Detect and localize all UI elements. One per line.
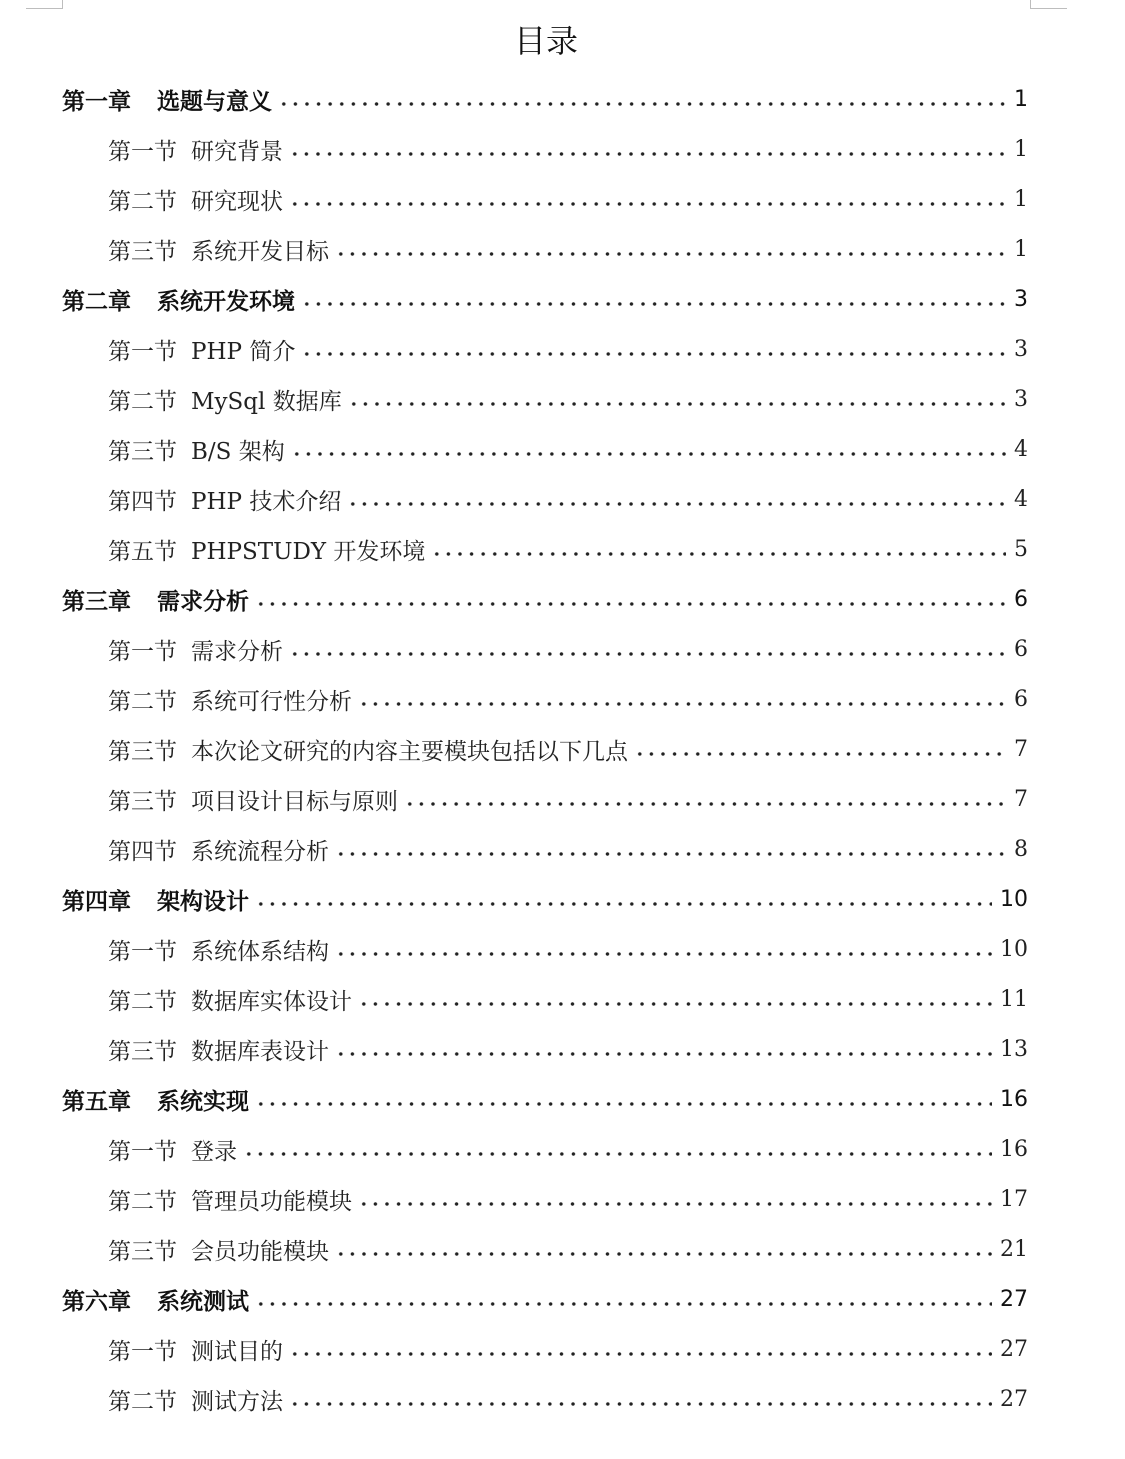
toc-entry-number: 第五章 — [62, 1088, 131, 1115]
toc-chapter-entry[interactable] — [0, 874, 1125, 924]
toc-entry-number: 第三节 — [108, 238, 177, 265]
toc-chapter-entry[interactable] — [0, 1074, 1125, 1124]
toc-entry-title: 系统体系结构 — [191, 938, 329, 965]
toc-entry-number: 第三章 — [62, 588, 131, 615]
toc-entry-title: PHP 简介 — [191, 338, 296, 365]
toc-entry-page-number: 27 — [1000, 1386, 1028, 1412]
toc-entry-title: 管理员功能模块 — [191, 1188, 352, 1215]
dot-leader — [335, 1252, 992, 1256]
toc-entry-title: 系统流程分析 — [191, 838, 329, 865]
toc-entry-page-number: 6 — [1014, 586, 1028, 612]
toc-entry-number: 第一节 — [108, 138, 177, 165]
toc-entry-page-number: 1 — [1014, 236, 1028, 262]
toc-entry-title: 架构设计 — [157, 888, 249, 915]
toc-entry-number: 第三节 — [108, 1238, 177, 1265]
toc-section-entry[interactable] — [0, 224, 1125, 274]
toc-entry-title: MySql 数据库 — [191, 388, 342, 415]
toc-entry-title: 研究现状 — [191, 188, 283, 215]
toc-entry-title: 需求分析 — [157, 588, 249, 615]
toc-section-entry[interactable] — [0, 424, 1125, 474]
toc-chapter-entry[interactable] — [0, 574, 1125, 624]
dot-leader — [347, 502, 1006, 506]
toc-entry-number: 第二章 — [62, 288, 131, 315]
toc-entry-title: 测试方法 — [191, 1388, 283, 1415]
toc-entry-number: 第六章 — [62, 1288, 131, 1315]
toc-section-entry[interactable] — [0, 1124, 1125, 1174]
toc-entry-number: 第二节 — [108, 1188, 177, 1215]
toc-entry-number: 第五节 — [108, 538, 177, 565]
toc-entry-page-number: 27 — [1000, 1336, 1028, 1362]
dot-leader — [301, 302, 1006, 306]
toc-entry-title: 研究背景 — [191, 138, 283, 165]
dot-leader — [335, 952, 992, 956]
toc-section-entry[interactable] — [0, 124, 1125, 174]
toc-section-entry[interactable] — [0, 724, 1125, 774]
toc-chapter-entry[interactable] — [0, 74, 1125, 124]
toc-entry-page-number: 3 — [1014, 386, 1028, 412]
toc-section-entry[interactable] — [0, 524, 1125, 574]
dot-leader — [289, 652, 1006, 656]
dot-leader — [278, 102, 1006, 106]
toc-section-entry[interactable] — [0, 324, 1125, 374]
toc-entry-number: 第二节 — [108, 1388, 177, 1415]
dot-leader — [255, 1102, 992, 1106]
toc-entry-page-number: 7 — [1014, 786, 1028, 812]
dot-leader — [255, 1302, 992, 1306]
dot-leader — [634, 752, 1006, 756]
toc-entry-page-number: 4 — [1014, 436, 1028, 462]
toc-entry-page-number: 1 — [1014, 136, 1028, 162]
toc-entry-number: 第二节 — [108, 388, 177, 415]
toc-entry-number: 第三节 — [108, 788, 177, 815]
toc-entry-title: 系统实现 — [157, 1088, 249, 1115]
toc-entry-title: 会员功能模块 — [191, 1238, 329, 1265]
dot-leader — [301, 352, 1006, 356]
toc-section-entry[interactable] — [0, 1024, 1125, 1074]
toc-entry-page-number: 6 — [1014, 686, 1028, 712]
toc-entry-title: 需求分析 — [191, 638, 283, 665]
toc-entry-page-number: 1 — [1014, 86, 1028, 112]
dot-leader — [289, 152, 1006, 156]
toc-entry-page-number: 5 — [1014, 536, 1028, 562]
toc-entry-page-number: 27 — [1000, 1286, 1028, 1312]
toc-entry-number: 第一节 — [108, 1138, 177, 1165]
toc-entry-title: B/S 架构 — [191, 438, 285, 465]
toc-entry-title: 系统可行性分析 — [191, 688, 352, 715]
toc-entry-page-number: 6 — [1014, 636, 1028, 662]
toc-section-entry[interactable] — [0, 824, 1125, 874]
toc-section-entry[interactable] — [0, 474, 1125, 524]
dot-leader — [431, 552, 1006, 556]
toc-section-entry[interactable] — [0, 774, 1125, 824]
toc-entry-page-number: 10 — [1000, 936, 1028, 962]
toc-section-entry[interactable] — [0, 174, 1125, 224]
toc-entry-title: 选题与意义 — [157, 88, 272, 115]
toc-entry-number: 第三节 — [108, 438, 177, 465]
toc-entry-number: 第一节 — [108, 338, 177, 365]
toc-entry-page-number: 4 — [1014, 486, 1028, 512]
toc-section-entry[interactable] — [0, 1374, 1125, 1424]
page-corner-mark-left — [26, 0, 63, 9]
toc-chapter-entry[interactable] — [0, 274, 1125, 324]
toc-entry-page-number: 8 — [1014, 836, 1028, 862]
toc-section-entry[interactable] — [0, 674, 1125, 724]
toc-entry-title: 本次论文研究的内容主要模块包括以下几点 — [191, 738, 628, 765]
toc-section-entry[interactable] — [0, 974, 1125, 1024]
toc-section-entry[interactable] — [0, 624, 1125, 674]
toc-entry-number: 第四节 — [108, 838, 177, 865]
toc-section-entry[interactable] — [0, 1174, 1125, 1224]
toc-entry-number: 第一章 — [62, 88, 131, 115]
toc-entry-number: 第四章 — [62, 888, 131, 915]
toc-entry-page-number: 3 — [1014, 286, 1028, 312]
toc-entry-number: 第三节 — [108, 1038, 177, 1065]
dot-leader — [358, 1002, 992, 1006]
toc-entry-number: 第一节 — [108, 638, 177, 665]
dot-leader — [348, 402, 1006, 406]
dot-leader — [335, 1052, 992, 1056]
toc-entry-page-number: 21 — [1000, 1236, 1028, 1262]
toc-entry-page-number: 13 — [1000, 1036, 1028, 1062]
dot-leader — [243, 1152, 992, 1156]
toc-entry-title: 系统测试 — [157, 1288, 249, 1315]
toc-entry-page-number: 16 — [1000, 1086, 1028, 1112]
dot-leader — [335, 852, 1006, 856]
dot-leader — [358, 1202, 992, 1206]
dot-leader — [335, 252, 1006, 256]
toc-section-entry[interactable] — [0, 924, 1125, 974]
toc-entry-number: 第一节 — [108, 1338, 177, 1365]
dot-leader — [289, 1352, 992, 1356]
dot-leader — [291, 452, 1006, 456]
dot-leader — [358, 702, 1006, 706]
dot-leader — [255, 602, 1006, 606]
toc-entry-title: 系统开发环境 — [157, 288, 295, 315]
toc-entry-title: 系统开发目标 — [191, 238, 329, 265]
toc-section-entry[interactable] — [0, 1224, 1125, 1274]
toc-entry-title: 数据库表设计 — [191, 1038, 329, 1065]
toc-entry-page-number: 3 — [1014, 336, 1028, 362]
dot-leader — [404, 802, 1006, 806]
dot-leader — [289, 1402, 992, 1406]
dot-leader — [255, 902, 992, 906]
toc-entry-page-number: 11 — [1000, 986, 1028, 1012]
toc-entry-number: 第一节 — [108, 938, 177, 965]
toc-entry-page-number: 1 — [1014, 186, 1028, 212]
toc-entry-title: 测试目的 — [191, 1338, 283, 1365]
toc-entry-title: PHP 技术介绍 — [191, 488, 342, 515]
toc-entry-title: 项目设计目标与原则 — [191, 788, 398, 815]
table-of-contents — [0, 74, 1125, 1424]
toc-entry-number: 第二节 — [108, 688, 177, 715]
toc-entry-number: 第二节 — [108, 988, 177, 1015]
toc-entry-page-number: 10 — [1000, 886, 1028, 912]
toc-entry-number: 第三节 — [108, 738, 177, 765]
toc-entry-title: 登录 — [191, 1138, 237, 1165]
toc-section-entry[interactable] — [0, 1324, 1125, 1374]
toc-entry-title: PHPSTUDY 开发环境 — [191, 538, 426, 565]
dot-leader — [289, 202, 1006, 206]
toc-entry-title: 数据库实体设计 — [191, 988, 352, 1015]
toc-entry-page-number: 17 — [1000, 1186, 1028, 1212]
toc-chapter-entry[interactable] — [0, 1274, 1125, 1324]
page-corner-mark-right — [1030, 0, 1067, 9]
toc-title: 目录 — [513, 22, 578, 60]
toc-entry-number: 第二节 — [108, 188, 177, 215]
toc-section-entry[interactable] — [0, 374, 1125, 424]
toc-entry-page-number: 16 — [1000, 1136, 1028, 1162]
toc-entry-number: 第四节 — [108, 488, 177, 515]
toc-entry-page-number: 7 — [1014, 736, 1028, 762]
